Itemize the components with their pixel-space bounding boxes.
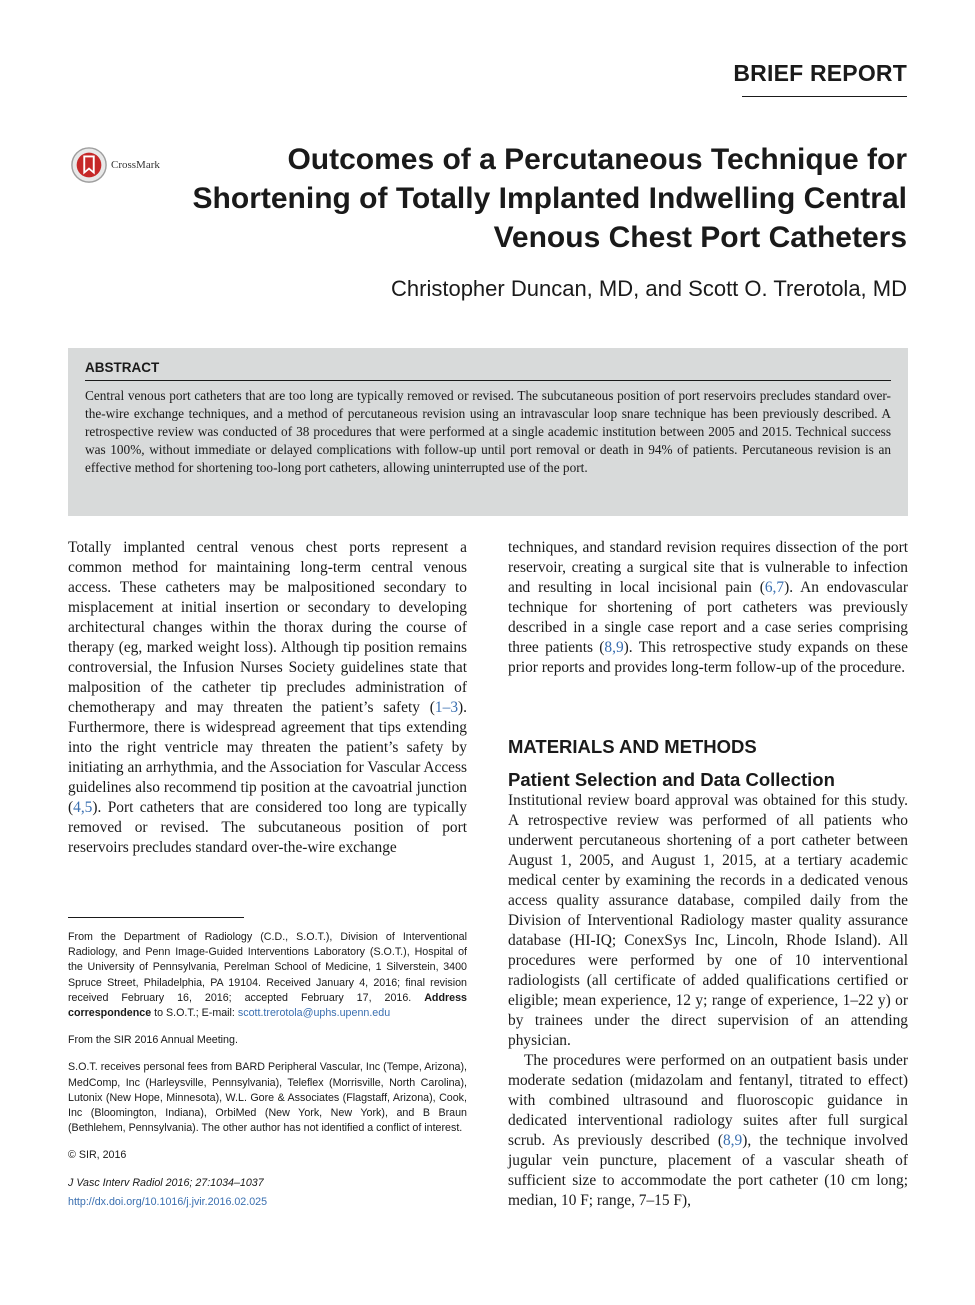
crossmark-badge[interactable] [70, 145, 190, 185]
intro-text-part: ). Port catheters that are considered too long are typically removed or revised. The subcutaneous position of port reservoirs precludes standard over-the-wire exchange [68, 799, 467, 856]
procedure-text-part: The procedures were performed on an outpatient basis under moderate sedation (midazolam and fentanyl, titrated to effect) with combined ultrasound and fluoroscopic guidance in dedicated interventional radiology suites after full surgical scrub. As previously described ( [508, 1052, 908, 1149]
abstract-text: Central venous port catheters that are too long are typically removed or revised. The subcutaneous position of port reservoirs precludes standard over-the-wire exchange techniques, and a method of percutaneous revision using an intravascular loop snare technique has been previously described. A retrospective review was conducted of 38 procedures that were performed at a single academic institution between 2005 and 2015. Technical success was 100%, without immediate or delayed complications with follow-up until port removal or death in 94% of patients. Percutaneous revision is an effective method for shortening too-long port catheters, allowing uninterrupted use of the port. [85, 388, 891, 475]
intro-continued-paragraph [508, 538, 908, 678]
crossmark-label: CrossMark [111, 159, 160, 171]
intro-text-part: ). An endovascular technique for shortening of port catheters was previously described in a single case report and a case series comprising three patients ( [508, 579, 908, 656]
reference-link[interactable]: 8,9 [604, 639, 624, 656]
article-title: Outcomes of a Percutaneous Technique for Shortening of Totally Implanted Indwelling Central Venous Chest Port Catheters [192, 143, 907, 254]
footnotes [68, 930, 467, 1222]
crossmark-icon [70, 146, 108, 184]
article-authors: Christopher Duncan, MD, and Scott O. Trerotola, MD [391, 276, 907, 301]
doi-link[interactable]: http://dx.doi.org/10.1016/j.jvir.2016.02.025 [68, 1195, 268, 1208]
intro-text-part: Totally implanted central venous chest ports represent a common method for maintaining long-term central venous access. These catheters may be malpositioned secondary to misplacement at initial insertion or secondary to developing architectural changes within the thorax during the course of therapy (eg, marked weight loss). Although tip position remains controversial, the Infusion Nurses Society guidelines state that malposition of the catheter tip precludes administration of chemotherapy and may threaten the patient’s safety ( [68, 539, 467, 716]
reference-link[interactable]: 6,7 [764, 579, 785, 596]
intro-text-part: techniques, and standard revision requires dissection of the port reservoir, creating a surgical site that is vulnerable to infection and resulting in local incisional pain ( [508, 539, 908, 596]
footnote-copyright: © SIR, 2016 [68, 1149, 127, 1162]
methods-paragraph: Institutional review board approval was obtained for this study. A retrospective review was performed of all patients who underwent percutaneous shortening of a port catheter between August 1, 2005, and August 1, 2015, at a tertiary academic medical center by examining the records in a dedicated venous access quality assurance database, compiled daily from the Division of Interventional Radiology master quality assurance database (HI-IQ; ConexSys Inc, Lincoln, Rhode Island). All procedures were performed by one of 10 interventional radiologists (all certificate of added qualifications certified or eligible; mean experience, 12 y; range of experience, 1–22 y) or by trainees under the direct supervision of an attending physician. [508, 792, 908, 1049]
abstract-divider [85, 380, 891, 381]
affiliation-text: to S.O.T.; E-mail: [151, 1007, 238, 1020]
intro-text-part: ). Furthermore, there is widespread agreement that tips extending into the right ventricle may threaten the patient’s safety by initiating an arrhythmia, and the Association for Vascular Access guidelines also recommend tip position at the cavoatrial junction ( [68, 699, 467, 816]
reference-link[interactable]: 8,9 [722, 1132, 743, 1149]
abstract-heading: ABSTRACT [85, 360, 160, 375]
footnote-divider [68, 917, 244, 918]
section-heading-methods: MATERIALS AND METHODS [508, 736, 757, 757]
intro-text-part: ). This retrospective study expands on these prior reports and provides long-term follow-up of the procedure. [508, 639, 908, 676]
affiliation-text: From the Department of Radiology (C.D., S.O.T.), Division of Interventional Radiology, and Penn Image-Guided Interventions Laboratory (S.O.T.), Hospital of the University of Pennsylvania, Perelman School of Medicine, 1 Silverstein, 3400 Spruce Street, Philadelphia, PA 19104. Received January 4, 2016; final revision received February 16, 2016; accepted February 17, 2016. [68, 931, 467, 1004]
footnote-disclosure: S.O.T. receives personal fees from BARD Peripheral Vascular, Inc (Tempe, Arizona), MedComp, Inc (Harleysville, Pennsylvania), Teleflex (Morrisville, North Carolina), Lutonix (New Hope, Minnesota), W.L. Gore & Associates (Flagstaff, Arizona), Cook, Inc (Bloomington, Indiana), OrbiMed (New York, New York), and B Braun (Bethlehem, Pennsylvania). The other author has not identified a conflict of interest. [68, 1061, 467, 1135]
reference-link[interactable]: 1–3 [434, 699, 459, 716]
procedure-text-part: ), the technique involved jugular vein puncture, placement of a vascular sheath of sufficient size to accommodate the port catheter (10 cm long; median, 10 F; range, 7–15 F), [508, 1132, 908, 1209]
section-divider [742, 96, 907, 97]
footnote-meeting: From the SIR 2016 Annual Meeting. [68, 1034, 238, 1047]
methods-column [508, 791, 908, 1211]
abstract-box [68, 348, 908, 516]
subsection-heading-patient-selection: Patient Selection and Data Collection [508, 769, 835, 790]
footnote-affiliation [68, 930, 467, 1021]
footnote-journal-citation: J Vasc Interv Radiol 2016; 27:1034–1037 [68, 1176, 264, 1189]
intro-paragraph [68, 538, 467, 858]
address-label: Address correspondence [68, 991, 467, 1020]
procedure-paragraph [508, 1051, 908, 1211]
body-column-left [68, 538, 467, 858]
section-label: BRIEF REPORT [733, 60, 907, 86]
email-link[interactable]: scott.trerotola@uphs.upenn.edu [237, 1007, 391, 1020]
reference-link[interactable]: 4,5 [73, 799, 93, 816]
body-column-right [508, 538, 908, 678]
